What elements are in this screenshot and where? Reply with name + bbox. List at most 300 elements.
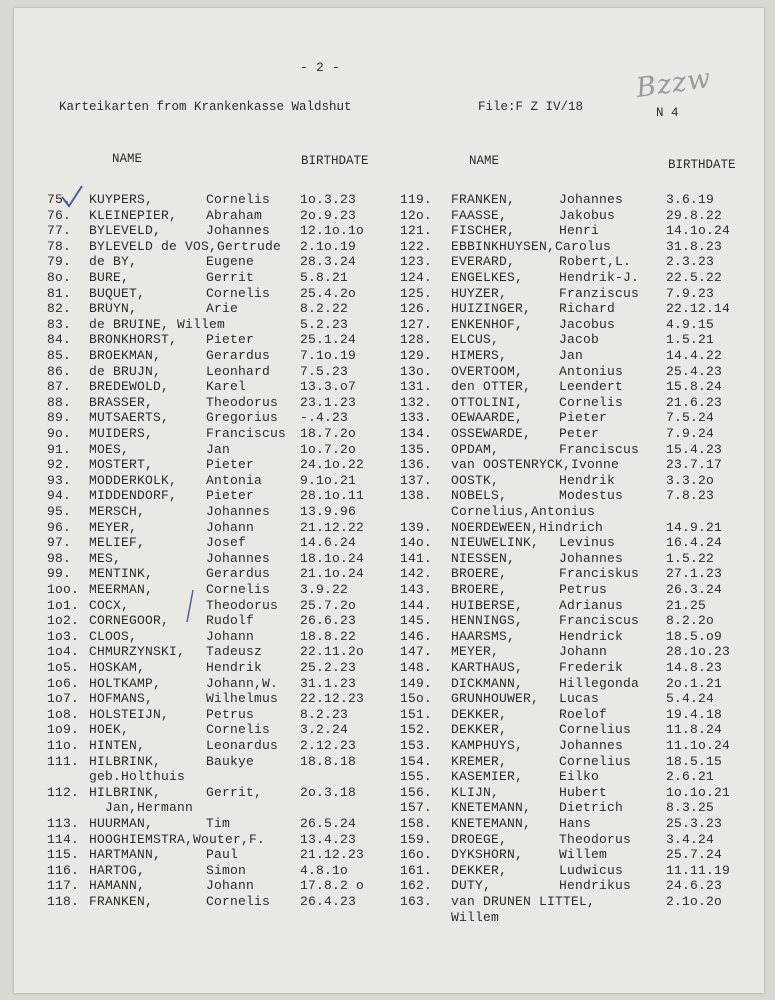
right-number: 156. [400,784,433,800]
left-given-name: Gerardus [206,348,271,363]
right-surname: GRUNHOUWER, [451,691,540,707]
right-number: 155. [400,769,433,785]
right-number: 141. [400,550,433,566]
left-birthdate: 5.8.21 [300,270,349,285]
check-mark-icon [58,184,88,210]
left-given-name: Petrus [206,706,255,722]
right-birthdate: 22.12.14 [666,301,731,317]
right-number: 124. [400,270,433,285]
document-heading: Karteikarten from Krankenkasse Waldshut [59,100,352,114]
left-given-name: Eugene [206,254,255,270]
left-number: 1o1. [47,597,80,613]
left-surname: Jan,Hermann [89,800,194,816]
right-number: 123. [400,254,433,270]
right-birthdate: 7.5.24 [666,410,715,426]
right-number: 153. [400,738,433,753]
left-birthdate: 31.1.23 [300,675,357,691]
right-birthdate: 19.4.18 [666,706,723,722]
left-number: 1o2. [47,613,80,629]
left-number: 85. [47,348,72,363]
left-given-name: Johannes [206,504,271,519]
left-number: 8o. [47,270,72,285]
left-surname: HILBRINK, [89,753,162,769]
handwritten-annotation: Bzzw [634,62,714,105]
right-birthdate: 4.9.15 [666,316,715,332]
right-number: 138. [400,488,433,504]
left-birthdate: 3.9.22 [300,582,349,597]
left-given-name: Josef [206,535,247,551]
right-surname: KASEMIER, [451,769,524,785]
right-surname: KNETEMANN, [451,800,532,816]
right-given-name: Hendrikus [559,878,632,894]
left-surname: HOFMANS, [89,691,154,707]
right-given-name: Johannes [559,738,624,753]
right-number: 144. [400,597,433,613]
left-birthdate: 2.1o.19 [300,238,357,254]
left-given-name: Baukye [206,753,255,769]
right-given-name: Franziscus [559,285,640,301]
right-given-name: Hendrick [559,628,624,644]
left-birthdate: 21.1o.24 [300,566,365,582]
right-birthdate: 3.3.2o [666,472,715,488]
right-given-name: Hendrik [559,472,616,488]
right-surname: FISCHER, [451,223,516,239]
left-number: 1o7. [47,691,80,707]
left-birthdate: 26.6.23 [300,613,357,629]
right-given-name: Leendert [559,379,624,395]
right-birthdate: 2.3.23 [666,254,715,270]
left-surname: MELIEF, [89,535,146,551]
left-number: 9o. [47,426,72,441]
right-given-name: Henri [559,223,600,239]
left-surname: BRASSER, [89,394,154,410]
right-surname: EVERARD, [451,254,516,270]
right-surname: DEKKER, [451,722,508,738]
left-given-name: Pieter [206,332,255,348]
left-given-name: Franciscus [206,426,287,441]
right-surname: OOSTK, [451,472,500,488]
left-given-name: Simon [206,862,247,878]
left-surname: BYLEVELD, [89,223,162,239]
left-birthdate: 12.1o.1o [300,223,365,239]
left-surname: HILBRINK, [89,784,162,800]
left-given-name: Jan [206,441,231,457]
right-birthdate: 1.5.21 [666,332,715,348]
left-number: 1oo. [47,582,80,597]
left-surname: BRUYN, [89,301,138,317]
right-surname: HAARSMS, [451,628,516,644]
right-birthdate: 26.3.24 [666,582,723,597]
right-number: 143. [400,582,433,597]
left-given-name: Cornelis [206,285,271,301]
right-surname: den OTTER, [451,379,532,395]
left-given-name: Arie [206,301,239,317]
right-birthdate: 2o.1.21 [666,675,723,691]
left-given-name: Johann [206,519,255,535]
left-number: 86. [47,363,72,379]
right-number: 149. [400,675,433,691]
left-surname: de BRUJN, [89,363,162,379]
right-given-name: Petrus [559,582,608,597]
right-surname: DYKSHORN, [451,847,524,863]
right-number: 16o. [400,847,433,863]
right-given-name: Johannes [559,192,624,207]
left-surname: MOSTERT, [89,457,154,473]
right-surname: OPDAM, [451,441,500,457]
right-given-name: Jan [559,348,584,363]
right-surname: KLIJN, [451,784,500,800]
right-surname: Willem [451,909,500,925]
left-given-name: Theodorus [206,597,279,613]
right-surname: OSSEWARDE, [451,426,532,441]
right-given-name: Cornelius [559,722,632,738]
right-given-name: Cornelis [559,394,624,410]
right-number: 125. [400,285,433,301]
right-birthdate: 14.8.23 [666,660,723,675]
left-given-name: Rudolf [206,613,255,629]
left-surname: HINTEN, [89,738,146,753]
left-birthdate: 1o.7.2o [300,441,357,457]
left-number: 117. [47,878,80,894]
right-birthdate: 22.5.22 [666,270,723,285]
right-surname: FRANKEN, [451,192,516,207]
left-given-name: Johann,W. [206,675,279,691]
left-given-name: Abraham [206,207,263,223]
left-number: 89. [47,410,72,426]
right-surname: HIMERS, [451,348,508,363]
left-birthdate: 13.4.23 [300,831,357,847]
left-number: 113. [47,816,80,831]
left-birthdate: 25.4.2o [300,285,357,301]
left-given-name: Gregorius [206,410,279,426]
left-surname: HARTMANN, [89,847,162,863]
left-birthdate: 28.3.24 [300,254,357,270]
left-number: 82. [47,301,72,317]
left-surname: de BRUINE, Willem [89,316,226,332]
right-given-name: Hendrik-J. [559,270,640,285]
right-number: 136. [400,457,433,473]
left-given-name: Gerardus [206,566,271,582]
left-birthdate: 7.5.23 [300,363,349,379]
right-birthdate: 25.7.24 [666,847,723,863]
right-birthdate: 8.2.2o [666,613,715,629]
left-surname: MEERMAN, [89,582,154,597]
right-number: 148. [400,660,433,675]
left-birthdate: 13.9.96 [300,504,357,519]
left-birthdate: 8.2.23 [300,706,349,722]
left-given-name: Johannes [206,550,271,566]
right-number: 15o. [400,691,433,707]
right-given-name: Hillegonda [559,675,640,691]
left-given-name: Cornelis [206,722,271,738]
left-birthdate: 2o.3.18 [300,784,357,800]
left-given-name: Cornelis [206,192,271,207]
right-number: 127. [400,316,433,332]
right-given-name: Cornelius [559,753,632,769]
right-number: 121. [400,223,433,239]
left-number: 79. [47,254,72,270]
document-page [14,8,764,993]
page-number: - 2 - [300,60,341,75]
right-birthdate: 21.25 [666,597,707,613]
right-surname: HUIZINGER, [451,301,532,317]
right-birthdate: 28.1o.23 [666,644,731,660]
right-given-name: Jacobus [559,316,616,332]
right-number: 163. [400,894,433,909]
left-given-name: Leonardus [206,738,279,753]
left-birthdate: 25.1.24 [300,332,357,348]
left-number: 1o8. [47,706,80,722]
left-birthdate: 17.8.2 o [300,878,365,894]
left-birthdate: 22.11.2o [300,644,365,660]
left-surname: CLOOS, [89,628,138,644]
left-surname: MEYER, [89,519,138,535]
left-birthdate: -.4.23 [300,410,349,426]
right-number: 122. [400,238,433,254]
right-surname: ENGELKES, [451,270,524,285]
right-given-name: Franciscus [559,441,640,457]
left-birthdate: 9.1o.21 [300,472,357,488]
left-given-name: Wilhelmus [206,691,279,707]
left-given-name: Theodorus [206,394,279,410]
left-number: 84. [47,332,72,348]
left-given-name: Antonia [206,472,263,488]
left-given-name: Cornelis [206,582,271,597]
right-number: 159. [400,831,433,847]
right-number: 134. [400,426,433,441]
right-number: 13o. [400,363,433,379]
left-number: 96. [47,519,72,535]
left-number: 97. [47,535,72,551]
left-surname: MOES, [89,441,130,457]
right-birthdate: 11.11.19 [666,862,731,878]
right-birthdate: 29.8.22 [666,207,723,223]
left-number: 77. [47,223,72,239]
left-number: 118. [47,894,80,909]
left-birthdate: 18.1o.24 [300,550,365,566]
right-given-name: Richard [559,301,616,317]
left-surname: MES, [89,550,122,566]
left-given-name: Cornelis [206,894,271,909]
right-number: 145. [400,613,433,629]
right-given-name: Johannes [559,550,624,566]
left-birthdate: 25.7.2o [300,597,357,613]
right-surname: HUYZER, [451,285,508,301]
right-number: 126. [400,301,433,317]
left-number: 88. [47,394,72,410]
right-birthdate: 11.1o.24 [666,738,731,753]
right-number: 151. [400,706,433,722]
right-birthdate: 7.9.24 [666,426,715,441]
left-given-name: Karel [206,379,247,395]
left-number: 111. [47,753,80,769]
right-number: 162. [400,878,433,894]
left-given-name: Pieter [206,457,255,473]
right-number: 147. [400,644,433,660]
right-surname: KNETEMANN, [451,816,532,831]
left-birthdate: 8.2.22 [300,301,349,317]
right-surname: EBBINKHUYSEN,Carolus [451,238,612,254]
right-given-name: Peter [559,426,600,441]
left-number: 93. [47,472,72,488]
right-birthdate: 3.4.24 [666,831,715,847]
right-birthdate: 2.1o.2o [666,894,723,909]
left-birthdate: 18.8.22 [300,628,357,644]
right-number: 139. [400,519,433,535]
left-surname: MUTSAERTS, [89,410,170,426]
left-surname: HOSKAM, [89,660,146,675]
left-birthdate: 3.2.24 [300,722,349,738]
right-surname: ENKENHOF, [451,316,524,332]
right-surname: DUTY, [451,878,492,894]
right-number: 152. [400,722,433,738]
right-birthdate: 25.4.23 [666,363,723,379]
right-given-name: Johann [559,644,608,660]
right-given-name: Jacob [559,332,600,348]
left-surname: MODDERKOLK, [89,472,178,488]
right-birthdate: 7.8.23 [666,488,715,504]
right-birthdate: 1o.1o.21 [666,784,731,800]
left-surname: HOOGHIEMSTRA,Wouter,F. [89,831,266,847]
left-surname: BRONKHORST, [89,332,178,348]
right-surname: van DRUNEN LITTEL, [451,894,596,909]
right-number: 158. [400,816,433,831]
right-surname: van OOSTENRYCK,Ivonne [451,457,620,473]
left-surname: MIDDENDORF, [89,488,178,504]
right-birthdate: 3.6.19 [666,192,715,207]
right-given-name: Hans [559,816,592,831]
left-birthdate: 7.1o.19 [300,348,357,363]
left-number: 1o5. [47,660,80,675]
right-number: 133. [400,410,433,426]
right-birthdate: 27.1.23 [666,566,723,582]
left-given-name: Paul [206,847,239,863]
right-surname: DEKKER, [451,862,508,878]
left-surname: CHMURZYNSKI, [89,644,186,660]
left-given-name: Tim [206,816,231,831]
right-given-name: Roelof [559,706,608,722]
header-birthdate-right: BIRTHDATE [668,158,736,172]
right-birthdate: 8.3.25 [666,800,715,816]
right-surname: NIESSEN, [451,550,516,566]
left-number: 99. [47,566,72,582]
left-birthdate: 5.2.23 [300,316,349,332]
right-birthdate: 24.6.23 [666,878,723,894]
left-surname: geb.Holthuis [89,769,186,785]
right-surname: Cornelius,Antonius [451,504,596,519]
right-surname: HENNINGS, [451,613,524,629]
right-given-name: Robert,L. [559,254,632,270]
right-given-name: Frederik [559,660,624,675]
left-birthdate: 13.3.o7 [300,379,357,395]
left-number: 91. [47,441,72,457]
left-surname: MERSCH, [89,504,146,519]
right-birthdate: 7.9.23 [666,285,715,301]
left-given-name: Johann [206,628,255,644]
left-number: 95. [47,504,72,519]
left-number: 78. [47,238,72,254]
left-birthdate: 18.8.18 [300,753,357,769]
right-given-name: Hubert [559,784,608,800]
right-surname: KARTHAUS, [451,660,524,675]
left-birthdate: 22.12.23 [300,691,365,707]
left-number: 92. [47,457,72,473]
right-birthdate: 1.5.22 [666,550,715,566]
left-surname: BREDEWOLD, [89,379,170,395]
left-surname: HAMANN, [89,878,146,894]
right-given-name: Jakobus [559,207,616,223]
right-given-name: Franciscus [559,613,640,629]
left-surname: BURE, [89,270,130,285]
file-reference: File:F Z IV/18 [478,100,584,114]
right-given-name: Willem [559,847,608,863]
right-surname: KREMER, [451,753,508,769]
right-birthdate: 11.8.24 [666,722,723,738]
right-birthdate: 14.4.22 [666,348,723,363]
left-number: 112. [47,784,80,800]
right-surname: MEYER, [451,644,500,660]
right-birthdate: 16.4.24 [666,535,723,551]
right-number: 129. [400,348,433,363]
right-number: 161. [400,862,433,878]
right-surname: DICKMANN, [451,675,524,691]
right-surname: OTTOLINI, [451,394,524,410]
right-number: 157. [400,800,433,816]
left-birthdate: 14.6.24 [300,535,357,551]
right-surname: OVERTOOM, [451,363,524,379]
right-surname: DEKKER, [451,706,508,722]
left-birthdate: 18.7.2o [300,426,357,441]
right-given-name: Eilko [559,769,600,785]
right-surname: BROERE, [451,582,508,597]
right-given-name: Adrianus [559,597,624,613]
left-birthdate: 25.2.23 [300,660,357,675]
right-number: 12o. [400,207,433,223]
right-surname: DROEGE, [451,831,508,847]
header-birthdate-left: BIRTHDATE [301,154,369,168]
left-birthdate: 2o.9.23 [300,207,357,223]
left-number: 87. [47,379,72,395]
left-number: 83. [47,316,72,332]
right-given-name: Theodorus [559,831,632,847]
left-surname: MENTINK, [89,566,154,582]
left-number: 94. [47,488,72,504]
left-birthdate: 21.12.22 [300,519,365,535]
right-surname: ELCUS, [451,332,500,348]
left-surname: de BY, [89,254,138,270]
right-birthdate: 21.6.23 [666,394,723,410]
right-birthdate: 5.4.24 [666,691,715,707]
left-surname: BUQUET, [89,285,146,301]
left-number: 11o. [47,738,80,753]
right-number: 154. [400,753,433,769]
right-number: 128. [400,332,433,348]
left-birthdate: 28.1o.11 [300,488,365,504]
right-birthdate: 18.5.15 [666,753,723,769]
header-name-right: NAME [469,154,500,168]
left-surname: HUURMAN, [89,816,154,831]
right-number: 146. [400,628,433,644]
right-birthdate: 15.4.23 [666,441,723,457]
left-given-name: Leonhard [206,363,271,379]
left-surname: KLEINEPIER, [89,207,178,223]
left-surname: KUYPERS, [89,192,154,207]
right-number: 137. [400,472,433,488]
right-surname: FAASSE, [451,207,508,223]
right-given-name: Modestus [559,488,624,504]
left-birthdate: 21.12.23 [300,847,365,863]
left-birthdate: 26.5.24 [300,816,357,831]
